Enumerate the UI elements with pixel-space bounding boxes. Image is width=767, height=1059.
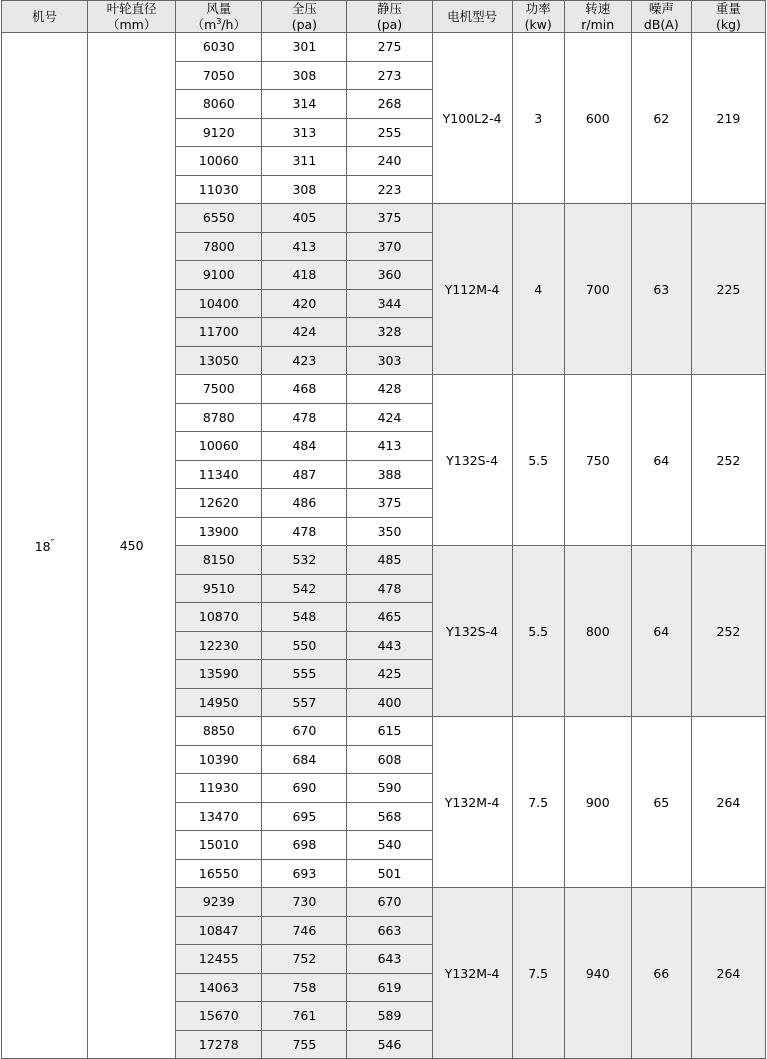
airflow-cell: 8150 — [176, 546, 262, 575]
static-pressure-cell: 443 — [347, 631, 432, 660]
motor-model-cell: Y132S-4 — [432, 546, 512, 717]
static-pressure-cell: 424 — [347, 403, 432, 432]
fan-size-unit: ″ — [50, 537, 55, 549]
weight-cell: 219 — [691, 33, 765, 204]
static-pressure-cell: 303 — [347, 346, 432, 375]
airflow-cell: 15670 — [176, 1002, 262, 1031]
static-pressure-cell: 350 — [347, 517, 432, 546]
static-pressure-cell: 400 — [347, 688, 432, 717]
column-header-line: (pa) — [376, 16, 403, 32]
total-pressure-cell: 486 — [262, 489, 347, 518]
static-pressure-cell: 240 — [347, 147, 432, 176]
static-pressure-cell: 546 — [347, 1030, 432, 1059]
airflow-cell: 17278 — [176, 1030, 262, 1059]
total-pressure-cell: 420 — [262, 289, 347, 318]
static-pressure-cell: 425 — [347, 660, 432, 689]
total-pressure-cell: 752 — [262, 945, 347, 974]
column-header-line: $(m^3/h)$ — [191, 16, 246, 32]
static-pressure-cell: 589 — [347, 1002, 432, 1031]
weight-cell: 252 — [691, 375, 765, 546]
column-header-line: dB(A) — [643, 16, 679, 32]
airflow-cell: 10060 — [176, 432, 262, 461]
static-pressure-cell: 568 — [347, 802, 432, 831]
airflow-cell: 9510 — [176, 574, 262, 603]
column-header-airflow — [176, 1, 262, 33]
speed-cell: 940 — [564, 888, 631, 1059]
static-pressure-cell: 223 — [347, 175, 432, 204]
total-pressure-cell: 555 — [262, 660, 347, 689]
airflow-cell: 12230 — [176, 631, 262, 660]
weight-cell: 264 — [691, 888, 765, 1059]
total-pressure-cell: 557 — [262, 688, 347, 717]
static-pressure-cell: 540 — [347, 831, 432, 860]
static-pressure-cell: 273 — [347, 61, 432, 90]
static-pressure-cell: 413 — [347, 432, 432, 461]
total-pressure-cell: 684 — [262, 745, 347, 774]
column-header-line: (pa) — [291, 16, 318, 32]
airflow-cell: 7800 — [176, 232, 262, 261]
column-header-weight — [691, 1, 765, 33]
airflow-cell: 10060 — [176, 147, 262, 176]
airflow-cell: 12455 — [176, 945, 262, 974]
total-pressure-cell: 424 — [262, 318, 347, 347]
static-pressure-cell: 670 — [347, 888, 432, 917]
airflow-cell: 9239 — [176, 888, 262, 917]
total-pressure-cell: 761 — [262, 1002, 347, 1031]
airflow-cell: 9120 — [176, 118, 262, 147]
airflow-cell: 13470 — [176, 802, 262, 831]
total-pressure-cell: 695 — [262, 802, 347, 831]
airflow-cell: 16550 — [176, 859, 262, 888]
noise-cell: 63 — [631, 204, 691, 375]
table-row — [2, 33, 766, 62]
column-header-line: 机号 — [32, 8, 58, 24]
static-pressure-cell: 388 — [347, 460, 432, 489]
airflow-cell: 11700 — [176, 318, 262, 347]
column-header-line: r/min — [581, 16, 615, 32]
airflow-cell: 10870 — [176, 603, 262, 632]
motor-model-cell: Y100L2-4 — [432, 33, 512, 204]
airflow-cell: 13590 — [176, 660, 262, 689]
column-header-motor-model — [432, 1, 512, 33]
fan-specification-table — [1, 0, 766, 1059]
static-pressure-cell: 268 — [347, 90, 432, 119]
static-pressure-cell: 375 — [347, 204, 432, 233]
total-pressure-cell: 413 — [262, 232, 347, 261]
static-pressure-cell: 615 — [347, 717, 432, 746]
column-header-power — [512, 1, 564, 33]
column-header-line: 电机型号 — [447, 8, 498, 24]
column-header-line: 噪声 — [648, 1, 674, 17]
static-pressure-cell: 485 — [347, 546, 432, 575]
motor-model-cell: Y132M-4 — [432, 717, 512, 888]
column-header-line: 叶轮直径 — [106, 1, 157, 17]
static-pressure-cell: 428 — [347, 375, 432, 404]
total-pressure-cell: 478 — [262, 517, 347, 546]
speed-cell: 600 — [564, 33, 631, 204]
airflow-cell: 13900 — [176, 517, 262, 546]
static-pressure-cell: 370 — [347, 232, 432, 261]
power-cell: 7.5 — [512, 888, 564, 1059]
airflow-cell: 6550 — [176, 204, 262, 233]
speed-cell: 750 — [564, 375, 631, 546]
total-pressure-cell: 755 — [262, 1030, 347, 1059]
speed-cell: 900 — [564, 717, 631, 888]
power-cell: 4 — [512, 204, 564, 375]
total-pressure-cell: 730 — [262, 888, 347, 917]
airflow-cell: 7500 — [176, 375, 262, 404]
airflow-cell: 11340 — [176, 460, 262, 489]
static-pressure-cell: 375 — [347, 489, 432, 518]
column-header-line: 风量 — [206, 1, 232, 16]
column-header-impeller-diameter — [88, 1, 176, 33]
static-pressure-cell: 275 — [347, 33, 432, 62]
noise-cell: 66 — [631, 888, 691, 1059]
static-pressure-cell: 255 — [347, 118, 432, 147]
airflow-cell: 15010 — [176, 831, 262, 860]
column-header-speed — [564, 1, 631, 33]
fan-size-value: 18 — [34, 538, 51, 554]
noise-cell: 64 — [631, 546, 691, 717]
column-header-noise — [631, 1, 691, 33]
total-pressure-cell: 758 — [262, 973, 347, 1002]
total-pressure-cell: 423 — [262, 346, 347, 375]
header-row — [2, 1, 766, 33]
column-header-line: （mm） — [106, 16, 157, 32]
fan-size-cell — [2, 33, 88, 1059]
total-pressure-cell: 313 — [262, 118, 347, 147]
column-header-line: 重量 — [715, 1, 741, 17]
weight-cell: 264 — [691, 717, 765, 888]
column-header-fan-size — [2, 1, 88, 33]
power-cell: 5.5 — [512, 375, 564, 546]
speed-cell: 700 — [564, 204, 631, 375]
motor-model-cell: Y132M-4 — [432, 888, 512, 1059]
airflow-cell: 8060 — [176, 90, 262, 119]
column-header-line: 转速 — [585, 1, 611, 17]
static-pressure-cell: 360 — [347, 261, 432, 290]
total-pressure-cell: 550 — [262, 631, 347, 660]
static-pressure-cell: 328 — [347, 318, 432, 347]
total-pressure-cell: 693 — [262, 859, 347, 888]
airflow-cell: 14063 — [176, 973, 262, 1002]
noise-cell: 65 — [631, 717, 691, 888]
airflow-cell: 12620 — [176, 489, 262, 518]
motor-model-cell: Y132S-4 — [432, 375, 512, 546]
noise-cell: 62 — [631, 33, 691, 204]
total-pressure-cell: 548 — [262, 603, 347, 632]
static-pressure-cell: 501 — [347, 859, 432, 888]
total-pressure-cell: 301 — [262, 33, 347, 62]
static-pressure-cell: 619 — [347, 973, 432, 1002]
power-cell: 7.5 — [512, 717, 564, 888]
static-pressure-cell: 344 — [347, 289, 432, 318]
table-body — [2, 33, 766, 1059]
column-header-line: 全压 — [291, 1, 317, 17]
total-pressure-cell: 405 — [262, 204, 347, 233]
column-header-line: 功率 — [525, 1, 551, 17]
motor-model-cell: Y112M-4 — [432, 204, 512, 375]
airflow-cell: 11930 — [176, 774, 262, 803]
impeller-diameter-cell: 450 — [88, 33, 176, 1059]
total-pressure-cell: 670 — [262, 717, 347, 746]
static-pressure-cell: 663 — [347, 916, 432, 945]
airflow-cell: 14950 — [176, 688, 262, 717]
airflow-cell: 8780 — [176, 403, 262, 432]
power-cell: 5.5 — [512, 546, 564, 717]
static-pressure-cell: 608 — [347, 745, 432, 774]
total-pressure-cell: 487 — [262, 460, 347, 489]
airflow-cell: 9100 — [176, 261, 262, 290]
column-header-static-pressure — [347, 1, 432, 33]
column-header-line: (kw) — [524, 16, 552, 32]
airflow-cell: 11030 — [176, 175, 262, 204]
column-header-line: (kg) — [715, 16, 741, 32]
airflow-cell: 10847 — [176, 916, 262, 945]
weight-cell: 252 — [691, 546, 765, 717]
table-header — [2, 1, 766, 33]
total-pressure-cell: 314 — [262, 90, 347, 119]
power-cell: 3 — [512, 33, 564, 204]
airflow-cell: 7050 — [176, 61, 262, 90]
airflow-cell: 13050 — [176, 346, 262, 375]
airflow-cell: 10400 — [176, 289, 262, 318]
total-pressure-cell: 311 — [262, 147, 347, 176]
total-pressure-cell: 418 — [262, 261, 347, 290]
total-pressure-cell: 308 — [262, 61, 347, 90]
airflow-cell: 8850 — [176, 717, 262, 746]
total-pressure-cell: 468 — [262, 375, 347, 404]
static-pressure-cell: 478 — [347, 574, 432, 603]
total-pressure-cell: 478 — [262, 403, 347, 432]
static-pressure-cell: 465 — [347, 603, 432, 632]
total-pressure-cell: 532 — [262, 546, 347, 575]
airflow-cell: 10390 — [176, 745, 262, 774]
speed-cell: 800 — [564, 546, 631, 717]
total-pressure-cell: 308 — [262, 175, 347, 204]
column-header-total-pressure — [262, 1, 347, 33]
total-pressure-cell: 484 — [262, 432, 347, 461]
total-pressure-cell: 746 — [262, 916, 347, 945]
static-pressure-cell: 590 — [347, 774, 432, 803]
total-pressure-cell: 542 — [262, 574, 347, 603]
total-pressure-cell: 690 — [262, 774, 347, 803]
airflow-cell: 6030 — [176, 33, 262, 62]
total-pressure-cell: 698 — [262, 831, 347, 860]
column-header-line: 静压 — [376, 1, 402, 17]
static-pressure-cell: 643 — [347, 945, 432, 974]
noise-cell: 64 — [631, 375, 691, 546]
weight-cell: 225 — [691, 204, 765, 375]
